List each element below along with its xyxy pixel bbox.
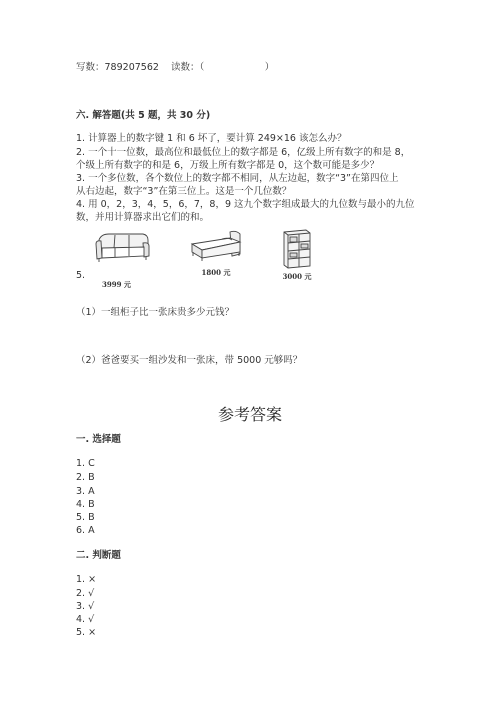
section-6-title: 六. 解答题(共 5 题，共 30 分) [76, 110, 211, 121]
write-label: 写数： [76, 62, 105, 73]
furniture-images [76, 228, 336, 292]
read-blank [204, 62, 264, 73]
answer-item: 1. C [76, 458, 95, 469]
question-3-line-2: 从右边起，数字“3”在第三位上。这是一个几位数？ [76, 186, 292, 197]
furniture-item-sofa [90, 228, 154, 290]
cabinet-icon [280, 228, 314, 270]
write-read-line [76, 62, 274, 74]
answer-item: 4. B [76, 499, 95, 510]
answer-item: 6. A [76, 525, 95, 536]
question-2-line-1: 2. 一个十一位数，最高位和最低位上的数字都是 6，亿级上所有数字的和是 8， [76, 147, 411, 158]
question-3-line-1: 3. 一个多位数，各个数位上的数字都不相同，从左边起，数字“3”在第四位上 [76, 173, 399, 184]
question-5-number: 5. [76, 270, 86, 281]
answer-item: 2. √ [76, 588, 95, 599]
answer-item: 2. B [76, 472, 95, 483]
write-value: 789207562 [104, 62, 159, 73]
answer-item: 4. √ [76, 614, 95, 625]
answer-item: 3. √ [76, 601, 95, 612]
answer-item: 1. × [76, 574, 97, 585]
furniture-item-cabinet [272, 228, 322, 282]
answer-item: 3. A [76, 486, 95, 497]
answers-section-1-title: 一. 选择题 [76, 434, 121, 445]
sofa-icon [93, 228, 151, 266]
answers-section-2-title: 二. 判断题 [76, 550, 121, 561]
question-2-line-2: 个级上所有数字的和是 6，万级上所有数字都是 0，这个数可能是多少？ [76, 160, 380, 171]
question-5-part-2: （2）爸爸要买一组沙发和一张床，带 5000 元够吗？ [76, 355, 303, 366]
answer-item: 5. B [76, 512, 95, 523]
question-4-line-1: 4. 用 0，2，3，4，5，6，7，8，9 这九个数字组成最大的九位数与最小的九位 [76, 199, 415, 210]
read-close: ） [264, 62, 275, 73]
question-4-line-2: 数，并用计算器求出它们的和。 [76, 212, 210, 223]
answers-title: 参考答案 [217, 405, 282, 424]
bed-price: 1800 元 [201, 268, 231, 277]
furniture-item-bed [184, 228, 248, 278]
answer-item: 5. × [76, 627, 97, 638]
cabinet-price: 3000 元 [282, 272, 312, 281]
sofa-price: 3999 元 [102, 280, 131, 289]
bed-icon [186, 228, 246, 264]
read-label: 读数：（ [171, 62, 205, 73]
question-1: 1. 计算器上的数字键 1 和 6 坏了，要计算 249×16 该怎么办？ [76, 133, 347, 144]
question-5-part-1: （1）一组柜子比一张床贵多少元钱？ [76, 307, 235, 318]
